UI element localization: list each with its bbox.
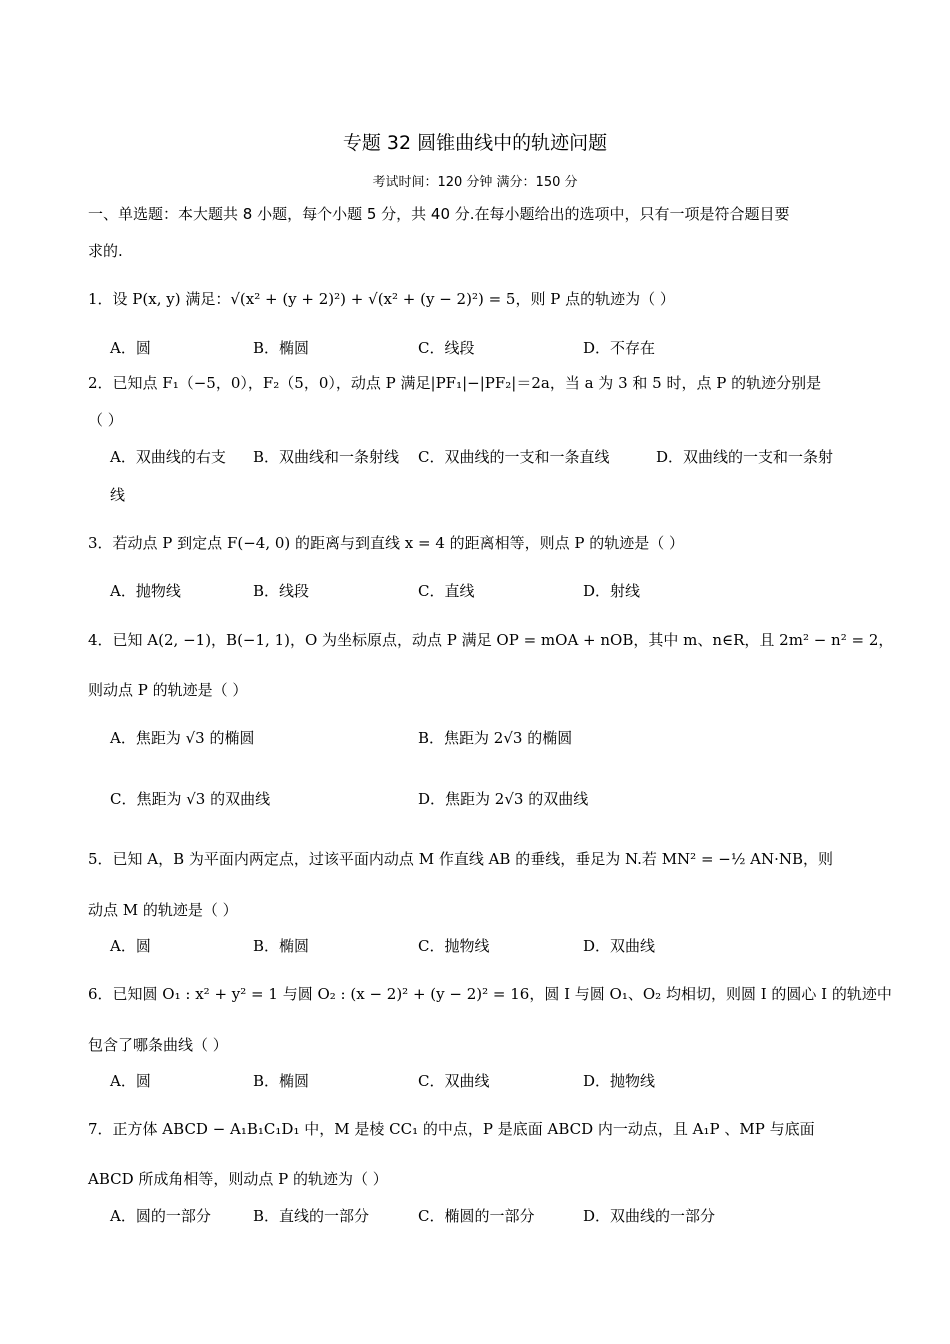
question-6: 6．已知圆 O₁ : x² + y² = 1 与圆 O₂ : (x − 2)² + (y − 2)² = 16，圆 I 与圆 O₁、O₂ 均相切，则圆 I 的圆心 I 的轨迹中 [88, 985, 892, 1003]
question-1: 1．设 P(x, y) 满足：√(x² + (y + 2)²) + √(x² + (y − 2)²) = 5，则 P 点的轨迹为（ ） [88, 290, 675, 308]
q5-option-d: D．双曲线 [583, 937, 656, 955]
question-2-cont: （ ） [88, 411, 123, 429]
q3-option-a: A．抛物线 [110, 582, 181, 600]
q7-option-a: A．圆的一部分 [110, 1207, 211, 1225]
q2-option-d-cont: 线 [110, 486, 126, 504]
q6-option-d: D．抛物线 [583, 1072, 656, 1090]
exam-info: 考试时间：120 分钟 满分：150 分 [372, 175, 578, 190]
q3-option-c: C．直线 [418, 582, 475, 600]
q6-option-b: B．椭圆 [253, 1072, 310, 1090]
q2-option-a: A．双曲线的右支 [110, 448, 226, 466]
question-4-cont: 则动点 P 的轨迹是（ ） [88, 681, 248, 699]
question-7: 7．正方体 ABCD − A₁B₁C₁D₁ 中，M 是棱 CC₁ 的中点，P 是底面 ABCD 内一动点，且 A₁P 、MP 与底面 [88, 1120, 815, 1138]
q1-option-d: D．不存在 [583, 339, 656, 357]
q7-option-c: C．椭圆的一部分 [418, 1207, 535, 1225]
question-4: 4．已知 A(2, −1)，B(−1, 1)，O 为坐标原点，动点 P 满足 OP = mOA + nOB，其中 m、n∈R，且 2m² − n² = 2， [88, 631, 894, 649]
q4-option-c: C．焦距为 √3 的双曲线 [110, 790, 271, 808]
q6-option-a: A．圆 [110, 1072, 151, 1090]
section-heading-cont: 求的. [88, 242, 123, 260]
q5-option-b: B．椭圆 [253, 937, 310, 955]
question-5: 5．已知 A，B 为平面内两定点，过该平面内动点 M 作直线 AB 的垂线，垂足为 N.若 MN² = −½ AN·NB，则 [88, 850, 834, 868]
page-title: 专题 32 圆锥曲线中的轨迹问题 [342, 132, 608, 154]
q4-option-a: A．焦距为 √3 的椭圆 [110, 729, 255, 747]
q2-option-d: D．双曲线的一支和一条射 [656, 448, 834, 466]
section-heading: 一、单选题：本大题共 8 小题，每个小题 5 分，共 40 分.在每小题给出的选项中，只有一项是符合题目要 [88, 205, 790, 223]
q3-option-d: D．射线 [583, 582, 641, 600]
question-6-cont: 包含了哪条曲线（ ） [88, 1036, 228, 1054]
q4-option-d: D．焦距为 2√3 的双曲线 [418, 790, 589, 808]
q1-option-c: C．线段 [418, 339, 475, 357]
q6-option-c: C．双曲线 [418, 1072, 490, 1090]
q7-option-d: D．双曲线的一部分 [583, 1207, 716, 1225]
question-5-cont: 动点 M 的轨迹是（ ） [88, 901, 238, 919]
q5-option-a: A．圆 [110, 937, 151, 955]
q1-option-a: A．圆 [110, 339, 151, 357]
q2-option-b: B．双曲线和一条射线 [253, 448, 400, 466]
q5-option-c: C．抛物线 [418, 937, 490, 955]
q2-option-c: C．双曲线的一支和一条直线 [418, 448, 610, 466]
q1-option-b: B．椭圆 [253, 339, 310, 357]
q7-option-b: B．直线的一部分 [253, 1207, 370, 1225]
question-3: 3．若动点 P 到定点 F(−4, 0) 的距离与到直线 x = 4 的距离相等，则点 P 的轨迹是（ ） [88, 534, 685, 552]
q3-option-b: B．线段 [253, 582, 310, 600]
question-2: 2．已知点 F₁（−5，0），F₂（5，0），动点 P 满足|PF₁|−|PF₂|＝2a，当 a 为 3 和 5 时，点 P 的轨迹分别是 [88, 374, 822, 392]
q4-option-b: B．焦距为 2√3 的椭圆 [418, 729, 573, 747]
question-7-cont: ABCD 所成角相等，则动点 P 的轨迹为（ ） [88, 1170, 388, 1188]
